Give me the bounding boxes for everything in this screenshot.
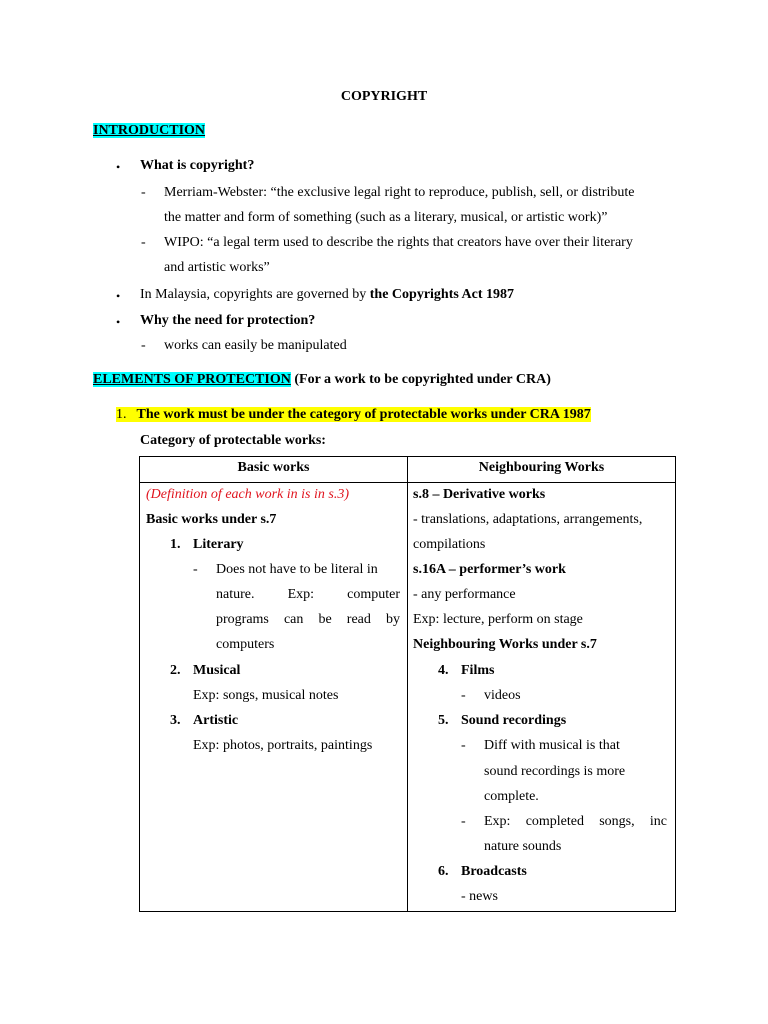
- list-number: 1.: [170, 537, 181, 552]
- artistic-label: Artistic: [193, 713, 239, 728]
- manipulated-line: works can easily be manipulated: [164, 338, 347, 353]
- literary-line-4: computers: [216, 637, 275, 652]
- sound-line-4: Exp: completed songs, inc: [484, 814, 667, 829]
- wipo-line-1: WIPO: “a legal term used to describe the rights that creators have over their literary: [164, 235, 633, 250]
- literary-label: Literary: [193, 537, 244, 552]
- neighbouring-works-under-s7: Neighbouring Works under s.7: [413, 637, 597, 652]
- point-1-text: The work must be under the category of protectable works under CRA 1987: [136, 407, 591, 422]
- literary-line-1: Does not have to be literal in: [216, 562, 378, 577]
- col-header-basic-works: Basic works: [140, 457, 408, 483]
- merriam-webster-line-1: Merriam-Webster: “the exclusive legal right to reproduce, publish, sell, or distribute: [164, 185, 635, 200]
- question-what-is-copyright: What is copyright?: [140, 158, 255, 173]
- point-1: [116, 406, 591, 424]
- elements-heading: ELEMENTS OF PROTECTION (For a work to be copyrighted under CRA): [93, 372, 551, 387]
- broadcasts-line-1: - news: [461, 889, 498, 904]
- literary-line-3: programs can be read by: [216, 612, 400, 627]
- musical-label: Musical: [193, 663, 241, 678]
- literary-line-2: nature. Exp: computer: [216, 587, 400, 602]
- s16a-line-2: Exp: lecture, perform on stage: [413, 612, 583, 627]
- broadcasts-label: Broadcasts: [461, 864, 527, 879]
- category-label: Category of protectable works:: [140, 433, 326, 448]
- sound-line-2: sound recordings is more: [484, 764, 626, 779]
- col-header-neighbouring-works: Neighbouring Works: [408, 457, 676, 483]
- protectable-works-table: [139, 456, 676, 912]
- sound-recordings-label: Sound recordings: [461, 713, 567, 728]
- question-why-protection: Why the need for protection?: [140, 313, 316, 328]
- dash: -: [141, 338, 146, 353]
- dash: -: [141, 185, 146, 200]
- bullet: •: [116, 315, 121, 329]
- s8-line-1: - translations, adaptations, arrangements,: [413, 512, 643, 527]
- merriam-webster-line-2: the matter and form of something (such as a literary, musical, or artistic work)”: [164, 210, 608, 225]
- dash: -: [141, 235, 146, 250]
- point-1-number: 1.: [116, 407, 137, 422]
- bullet: •: [116, 289, 121, 303]
- s8-derivative-works: s.8 – Derivative works: [413, 487, 546, 502]
- musical-example: Exp: songs, musical notes: [193, 688, 339, 703]
- films-label: Films: [461, 663, 495, 678]
- sound-line-5: nature sounds: [484, 839, 562, 854]
- basic-works-cell: [140, 483, 408, 912]
- sound-line-1: Diff with musical is that: [484, 738, 620, 753]
- sound-line-3: complete.: [484, 789, 539, 804]
- dash: -: [461, 814, 466, 829]
- list-number: 6.: [438, 864, 449, 879]
- artistic-example: Exp: photos, portraits, paintings: [193, 738, 373, 753]
- dash: -: [461, 688, 466, 703]
- list-number: 2.: [170, 663, 181, 678]
- basic-works-under-s7: Basic works under s.7: [146, 512, 277, 527]
- s16a-line-1: - any performance: [413, 587, 516, 602]
- bullet: •: [116, 160, 121, 174]
- definition-note: (Definition of each work in is in s.3): [146, 487, 349, 502]
- s8-line-2: compilations: [413, 537, 486, 552]
- dash: -: [461, 738, 466, 753]
- intro-heading: INTRODUCTION: [93, 123, 206, 138]
- page-title: COPYRIGHT: [340, 89, 428, 104]
- dash: -: [193, 562, 198, 577]
- wipo-line-2: and artistic works”: [164, 260, 270, 275]
- s16a-performers-work: s.16A – performer’s work: [413, 562, 566, 577]
- list-number: 5.: [438, 713, 449, 728]
- list-number: 3.: [170, 713, 181, 728]
- malaysia-line: In Malaysia, copyrights are governed by the Copyrights Act 1987: [140, 287, 515, 302]
- list-number: 4.: [438, 663, 449, 678]
- films-line-1: videos: [484, 688, 521, 703]
- neighbouring-works-cell: [408, 483, 676, 912]
